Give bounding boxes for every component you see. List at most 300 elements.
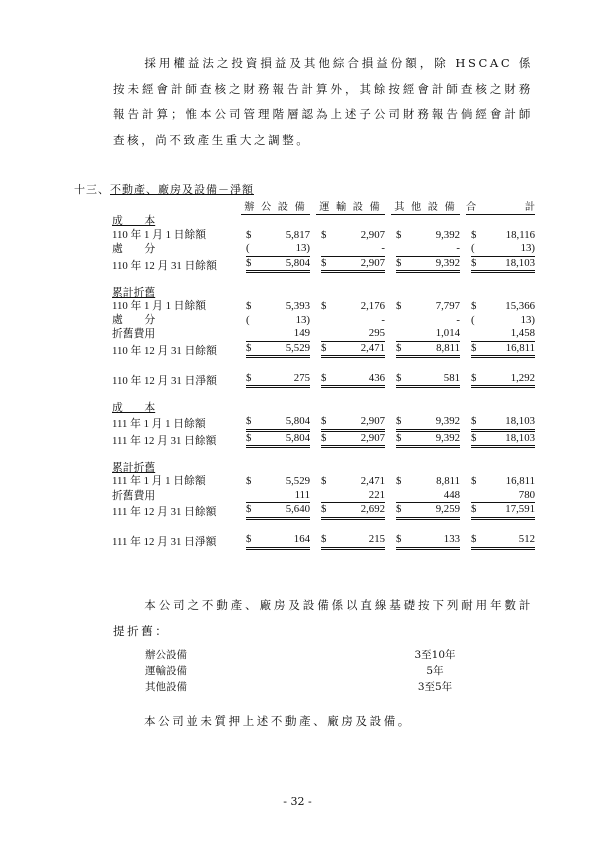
value [246, 475, 310, 489]
row-label [112, 342, 239, 359]
value [471, 229, 535, 243]
value-cell [314, 300, 389, 314]
spacer-cell [112, 273, 539, 287]
value [246, 415, 310, 432]
value-cell [239, 300, 314, 314]
value [396, 327, 460, 342]
value-cell [464, 300, 539, 314]
value-amount: 7,797 [435, 300, 460, 312]
spacer-row [112, 388, 539, 402]
row-label [112, 489, 239, 504]
column-header-text: 運 輸 設 備 [316, 201, 385, 215]
value-cell [239, 415, 314, 432]
value-amount: - [381, 242, 385, 254]
value-amount: 5,640 [285, 503, 310, 515]
value-amount: 221 [368, 488, 385, 501]
value [321, 314, 385, 328]
value [396, 533, 460, 550]
value-prefix: $ [246, 300, 252, 312]
value-cell [314, 503, 389, 520]
value-amount: 9,392 [435, 415, 460, 427]
row-label-text: 111 年 12 月 31 日餘額 [112, 506, 217, 518]
value-amount: 2,471 [360, 475, 385, 487]
value-amount: 436 [368, 371, 385, 384]
table-header-row [112, 201, 539, 215]
value-prefix: $ [396, 341, 402, 354]
value-cell [239, 503, 314, 520]
value-amount: 9,392 [435, 228, 460, 241]
table-row [112, 257, 539, 274]
value-amount: 2,907 [360, 256, 385, 269]
value-amount: 8,811 [436, 341, 460, 354]
value [396, 257, 460, 274]
spacer-row [112, 358, 539, 372]
value-amount: 111 [294, 488, 310, 501]
paragraph-text: 本公司並未質押上述不動產、廠房及設備。 [144, 714, 412, 728]
value-cell [389, 372, 464, 389]
value-amount: 5,529 [285, 341, 310, 354]
useful-life-years: 5年 [426, 665, 444, 677]
value-amount: 295 [368, 327, 385, 339]
value-amount: 9,259 [435, 503, 460, 515]
value-cell [314, 533, 389, 550]
value-cell [464, 314, 539, 328]
value [471, 533, 535, 550]
value [396, 489, 460, 504]
row-label [112, 242, 239, 257]
row-label-text: 111 年 1 月 1 日餘額 [112, 475, 206, 487]
row-label-text: 110 年 12 月 31 日淨額 [112, 374, 217, 387]
value-cell [314, 475, 389, 489]
value [396, 229, 460, 243]
value-amount: 2,692 [360, 503, 385, 515]
row-label-text: 111 年 12 月 31 日餘額 [112, 434, 217, 447]
value-prefix: $ [246, 503, 252, 515]
value-cell [464, 229, 539, 243]
value [396, 503, 460, 520]
value-amount: 5,817 [285, 228, 310, 241]
value-cell [314, 489, 389, 504]
value-cell [239, 432, 314, 449]
value [321, 533, 385, 550]
value [246, 533, 310, 550]
value [321, 242, 385, 257]
value-prefix: $ [321, 503, 327, 515]
section-title: 不動產、廠房及設備－淨額 [110, 183, 254, 196]
value [396, 314, 460, 328]
value-prefix: $ [246, 256, 252, 269]
value-cell [389, 314, 464, 328]
value-prefix: $ [471, 415, 477, 427]
value-amount: 13) [295, 242, 310, 254]
value-amount: 5,804 [285, 256, 310, 269]
value-prefix: $ [321, 256, 327, 269]
table-row [112, 372, 539, 389]
value [246, 257, 310, 274]
value-cell [239, 342, 314, 359]
value [246, 314, 310, 328]
value-prefix: $ [396, 228, 402, 241]
value-amount: 13) [520, 242, 535, 254]
value-cell [314, 415, 389, 432]
value-prefix: $ [246, 533, 252, 545]
value-prefix: $ [246, 228, 252, 241]
value [471, 242, 535, 257]
value-prefix: $ [396, 475, 402, 487]
row-label [112, 327, 239, 342]
row-label [112, 314, 239, 328]
value [471, 300, 535, 314]
row-label-text: 110 年 1 月 1 日餘額 [112, 228, 207, 241]
value-cell [464, 242, 539, 257]
value-prefix: $ [396, 300, 402, 312]
value-cell [464, 415, 539, 432]
value-prefix: $ [471, 503, 477, 515]
value [396, 300, 460, 314]
value-cell [314, 342, 389, 359]
row-label [112, 533, 239, 550]
value-cell [314, 257, 389, 274]
value-prefix: $ [321, 431, 327, 444]
value-amount: 9,392 [435, 256, 460, 269]
caption-row [112, 287, 539, 301]
value [321, 503, 385, 520]
value-cell [389, 489, 464, 504]
value-cell [239, 372, 314, 389]
caption-row [112, 402, 539, 416]
value-prefix: $ [396, 533, 402, 545]
value-amount: 2,907 [360, 415, 385, 427]
row-label-text: 處 分 [112, 243, 156, 255]
table-row [112, 475, 539, 489]
column-header [239, 201, 314, 215]
value [471, 503, 535, 520]
value-cell [464, 533, 539, 550]
value-amount: 164 [293, 533, 310, 545]
value-amount: 780 [518, 488, 535, 501]
value-amount: 13) [295, 313, 310, 326]
value-amount: 2,907 [360, 228, 385, 241]
value-cell [464, 327, 539, 342]
value [396, 475, 460, 489]
value [471, 489, 535, 504]
row-label [112, 503, 239, 520]
table-row [112, 415, 539, 432]
value-cell [389, 503, 464, 520]
table-row [112, 533, 539, 550]
useful-life-item: 辦公設備 [145, 649, 187, 661]
table-row [112, 489, 539, 504]
value-prefix: $ [246, 431, 252, 444]
value-cell [239, 242, 314, 257]
value-cell [389, 415, 464, 432]
value-cell [464, 489, 539, 504]
value-amount: 2,471 [360, 341, 385, 354]
row-label-text: 成 本 [112, 401, 156, 414]
value [321, 300, 385, 314]
spacer-row [112, 520, 539, 534]
value-cell [389, 327, 464, 342]
value-amount: 1,292 [510, 371, 535, 384]
table-row [112, 229, 539, 243]
value-prefix: ( [471, 242, 475, 254]
value [471, 327, 535, 342]
value-amount: 5,393 [285, 300, 310, 312]
value-amount: 5,804 [285, 415, 310, 427]
spacer-cell [112, 520, 539, 534]
value-prefix: $ [396, 256, 402, 269]
row-label [112, 229, 239, 243]
value-prefix: ( [471, 313, 475, 326]
value-prefix: $ [246, 475, 252, 487]
value-cell [239, 475, 314, 489]
value-amount: 18,116 [505, 228, 535, 241]
value [396, 242, 460, 257]
row-label [112, 257, 239, 274]
useful-life-years: 3至5年 [417, 681, 453, 693]
value [321, 257, 385, 274]
value [246, 372, 310, 389]
value-cell [389, 432, 464, 449]
value-amount: 149 [293, 327, 310, 339]
row-label-text: 累計折舊 [112, 461, 156, 474]
value-cell [389, 342, 464, 359]
spacer-cell [112, 388, 539, 402]
value [396, 432, 460, 449]
value-cell [464, 475, 539, 489]
value [471, 342, 535, 359]
value [396, 372, 460, 389]
value [471, 415, 535, 432]
value-prefix: ( [246, 242, 250, 254]
pledge-paragraph [113, 709, 533, 735]
value [321, 372, 385, 389]
row-label [112, 475, 239, 489]
value-prefix: $ [246, 341, 252, 354]
column-header-part: 計 [524, 202, 535, 213]
value [396, 415, 460, 432]
header-blank [112, 201, 239, 215]
value-amount: 2,176 [360, 300, 385, 312]
value [246, 489, 310, 504]
value-amount: 16,811 [505, 475, 535, 487]
value-prefix: $ [471, 431, 477, 444]
value-amount: - [456, 242, 460, 254]
value-cell [464, 372, 539, 389]
value [246, 229, 310, 243]
value-amount: 15,366 [505, 300, 535, 312]
value-cell [389, 242, 464, 257]
value-amount: 18,103 [505, 256, 535, 269]
value-prefix: $ [321, 475, 327, 487]
value [471, 314, 535, 328]
value-amount: 2,907 [360, 431, 385, 444]
value-cell [239, 327, 314, 342]
column-header-text: 辦 公 設 備 [241, 201, 310, 215]
value-prefix: $ [321, 228, 327, 241]
value-amount: 13) [520, 313, 535, 326]
row-label-text: 折舊費用 [112, 489, 156, 502]
value-prefix: $ [396, 415, 402, 427]
value-amount: - [456, 313, 460, 326]
row-label-text: 處 分 [112, 313, 156, 326]
row-label [112, 415, 239, 432]
value-cell [239, 229, 314, 243]
value-amount: 8,811 [436, 475, 460, 487]
table-row [112, 242, 539, 257]
value-cell [464, 503, 539, 520]
caption-row [112, 215, 539, 229]
caption-row [112, 462, 539, 476]
value-prefix: $ [471, 300, 477, 312]
value [246, 503, 310, 520]
value [471, 475, 535, 489]
row-label-text: 111 年 1 月 1 日餘額 [112, 418, 206, 430]
value [246, 242, 310, 257]
value-cell [239, 257, 314, 274]
value-cell [314, 229, 389, 243]
value-cell [314, 432, 389, 449]
value [246, 327, 310, 342]
value-cell [314, 314, 389, 328]
value [321, 432, 385, 449]
value [321, 327, 385, 342]
value-cell [314, 327, 389, 342]
value-amount: 9,392 [435, 431, 460, 444]
paragraph-text-1: 採用權益法之投資損益及其他綜合損益份額，除 HSCAC 係按未 [113, 56, 533, 96]
useful-life-item: 運輸設備 [145, 665, 187, 677]
value-prefix: $ [396, 371, 402, 384]
value-prefix: $ [321, 533, 327, 545]
value-prefix: $ [246, 371, 252, 384]
row-label-text: 111 年 12 月 31 日淨額 [112, 536, 217, 548]
value-amount: 5,804 [285, 431, 310, 444]
row-label [112, 300, 239, 314]
value-prefix: $ [471, 341, 477, 354]
value-cell [314, 372, 389, 389]
value-prefix: $ [471, 475, 477, 487]
value-prefix: $ [321, 371, 327, 384]
spacer-row [112, 273, 539, 287]
value-amount: 17,591 [505, 503, 535, 515]
value-prefix: $ [396, 503, 402, 515]
row-label [112, 215, 239, 229]
paragraph-text-2: 經會計師查核之財務報告計算外，其餘按經會計師查核之財務報告計算；惟本公司管理階層認為上述子公司財務報告倘經會計師查核，尚不致產生重大之調整。 [113, 81, 533, 147]
paragraph-text-1: 本公司之不動產、廠房及設備係以直線基礎按下列耐用年數計提 [113, 598, 533, 638]
value [246, 300, 310, 314]
value-cell [239, 489, 314, 504]
row-label [112, 402, 239, 416]
value-amount: 133 [443, 533, 460, 545]
value-prefix: $ [321, 415, 327, 427]
value-prefix: $ [471, 228, 477, 241]
value-cell [389, 257, 464, 274]
section-number: 十三、 [74, 183, 110, 196]
table-row [112, 327, 539, 342]
row-label-text: 折舊費用 [112, 328, 156, 340]
paragraph-text-2: 折舊： [127, 623, 170, 638]
table-row [112, 342, 539, 359]
value-amount: 215 [368, 533, 385, 545]
value-prefix: $ [396, 431, 402, 444]
section-heading [74, 181, 254, 197]
column-header [464, 201, 539, 215]
column-header-text: 其 他 設 備 [391, 201, 460, 215]
column-header [389, 201, 464, 215]
value-prefix: $ [321, 300, 327, 312]
equity-method-paragraph [113, 51, 533, 153]
value-cell [464, 432, 539, 449]
value-cell [464, 257, 539, 274]
value-prefix: $ [471, 256, 477, 269]
value-cell [389, 300, 464, 314]
value-cell [389, 533, 464, 550]
value-cell [464, 342, 539, 359]
value-amount: - [381, 313, 385, 326]
value [246, 432, 310, 449]
value [471, 257, 535, 274]
column-header-text [466, 201, 535, 215]
value [471, 432, 535, 449]
value-prefix: $ [246, 415, 252, 427]
row-label [112, 432, 239, 449]
value [321, 415, 385, 432]
row-label-text: 成 本 [112, 215, 156, 227]
spacer-cell [112, 358, 539, 372]
value-amount: 275 [293, 371, 310, 384]
column-header-part: 合 [466, 202, 477, 213]
value [321, 229, 385, 243]
value-prefix: $ [471, 371, 477, 384]
useful-life-years: 3至10年 [414, 649, 456, 661]
row-label [112, 287, 239, 301]
value-cell [389, 229, 464, 243]
value-amount: 448 [443, 488, 460, 501]
value-amount: 16,811 [505, 341, 535, 354]
spacer-cell [112, 448, 539, 462]
row-label [112, 462, 239, 476]
value-amount: 581 [443, 371, 460, 384]
ppe-table [112, 201, 539, 550]
depreciation-paragraph [113, 593, 533, 644]
row-label-text: 110 年 12 月 31 日餘額 [112, 259, 217, 272]
value-cell [239, 314, 314, 328]
value-cell [314, 242, 389, 257]
row-label-text: 累計折舊 [112, 286, 156, 299]
table-row [112, 314, 539, 328]
table-row [112, 503, 539, 520]
value-amount: 5,529 [285, 475, 310, 487]
value-amount: 18,103 [505, 415, 535, 427]
row-label-text: 110 年 1 月 1 日餘額 [112, 300, 207, 312]
table-row [112, 300, 539, 314]
value-cell [389, 475, 464, 489]
value-prefix: $ [321, 341, 327, 354]
value-prefix: $ [471, 533, 477, 545]
value-amount: 512 [518, 533, 535, 545]
value [321, 475, 385, 489]
value-prefix: ( [246, 313, 250, 326]
useful-life-item: 其他設備 [145, 681, 187, 693]
value-amount: 1,458 [510, 327, 535, 339]
column-header [314, 201, 389, 215]
value-amount: 18,103 [505, 431, 535, 444]
row-label [112, 372, 239, 389]
row-label-text: 110 年 12 月 31 日餘額 [112, 344, 217, 357]
value [246, 342, 310, 359]
table-row [112, 432, 539, 449]
value-cell [239, 533, 314, 550]
